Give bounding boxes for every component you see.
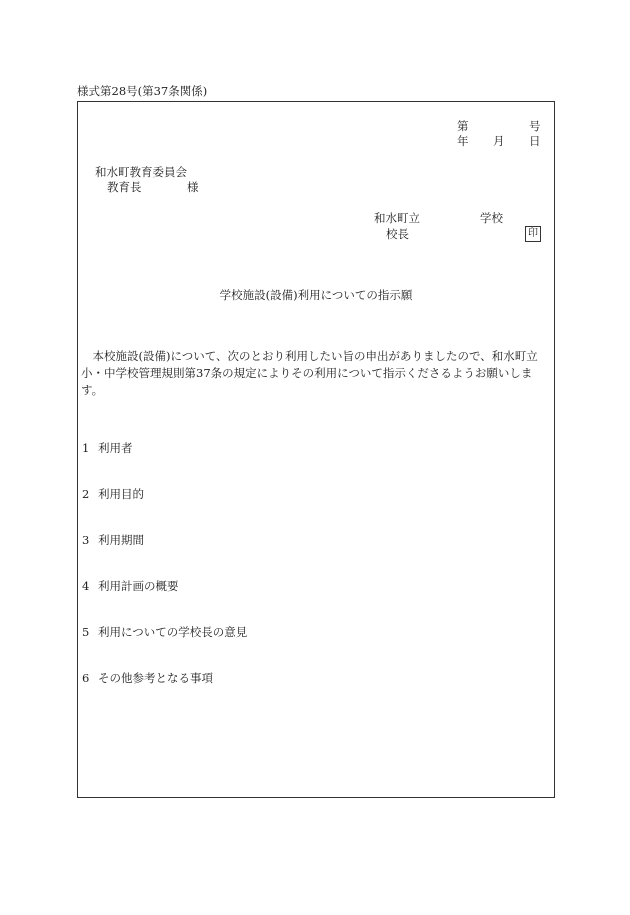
- form-number-label: 様式第28号(第37条関係): [77, 84, 208, 98]
- item-label-principal-opinion: 利用についての学校長の意見: [98, 625, 248, 639]
- sender-school: 学校: [480, 211, 503, 225]
- addressee-title: 教育長: [107, 180, 142, 194]
- seal-mark-icon: 印: [525, 226, 541, 242]
- number-prefix: 第: [457, 119, 469, 133]
- item-number-3: 3: [82, 533, 90, 547]
- form-frame: [77, 101, 555, 798]
- request-body-text: 本校施設(設備)について、次のとおり利用したい旨の申出がありましたので、和水町立小・中学校管理規則第37条の規定によりその利用について指示くださるようお願いします。: [81, 349, 538, 397]
- item-label-user: 利用者: [98, 441, 133, 455]
- item-number-1: 1: [82, 441, 90, 455]
- date-month: 月: [493, 134, 505, 148]
- item-number-6: 6: [82, 671, 90, 685]
- request-body: [81, 348, 549, 399]
- document-title: 学校施設(設備)利用についての指示願: [219, 288, 413, 302]
- item-label-period: 利用期間: [98, 533, 144, 547]
- date-day: 日: [529, 134, 541, 148]
- item-number-4: 4: [82, 579, 90, 593]
- date-year: 年: [457, 134, 469, 148]
- item-label-plan-summary: 利用計画の概要: [98, 579, 179, 593]
- item-label-purpose: 利用目的: [98, 487, 144, 501]
- sender-town: 和水町立: [374, 211, 420, 225]
- addressee-organization: 和水町教育委員会: [95, 165, 187, 179]
- item-label-other-notes: その他参考となる事項: [98, 671, 213, 685]
- number-suffix: 号: [529, 119, 541, 133]
- item-number-5: 5: [82, 625, 90, 639]
- sender-principal: 校長: [386, 227, 409, 241]
- item-number-2: 2: [82, 487, 90, 501]
- addressee-honorific: 様: [187, 180, 199, 194]
